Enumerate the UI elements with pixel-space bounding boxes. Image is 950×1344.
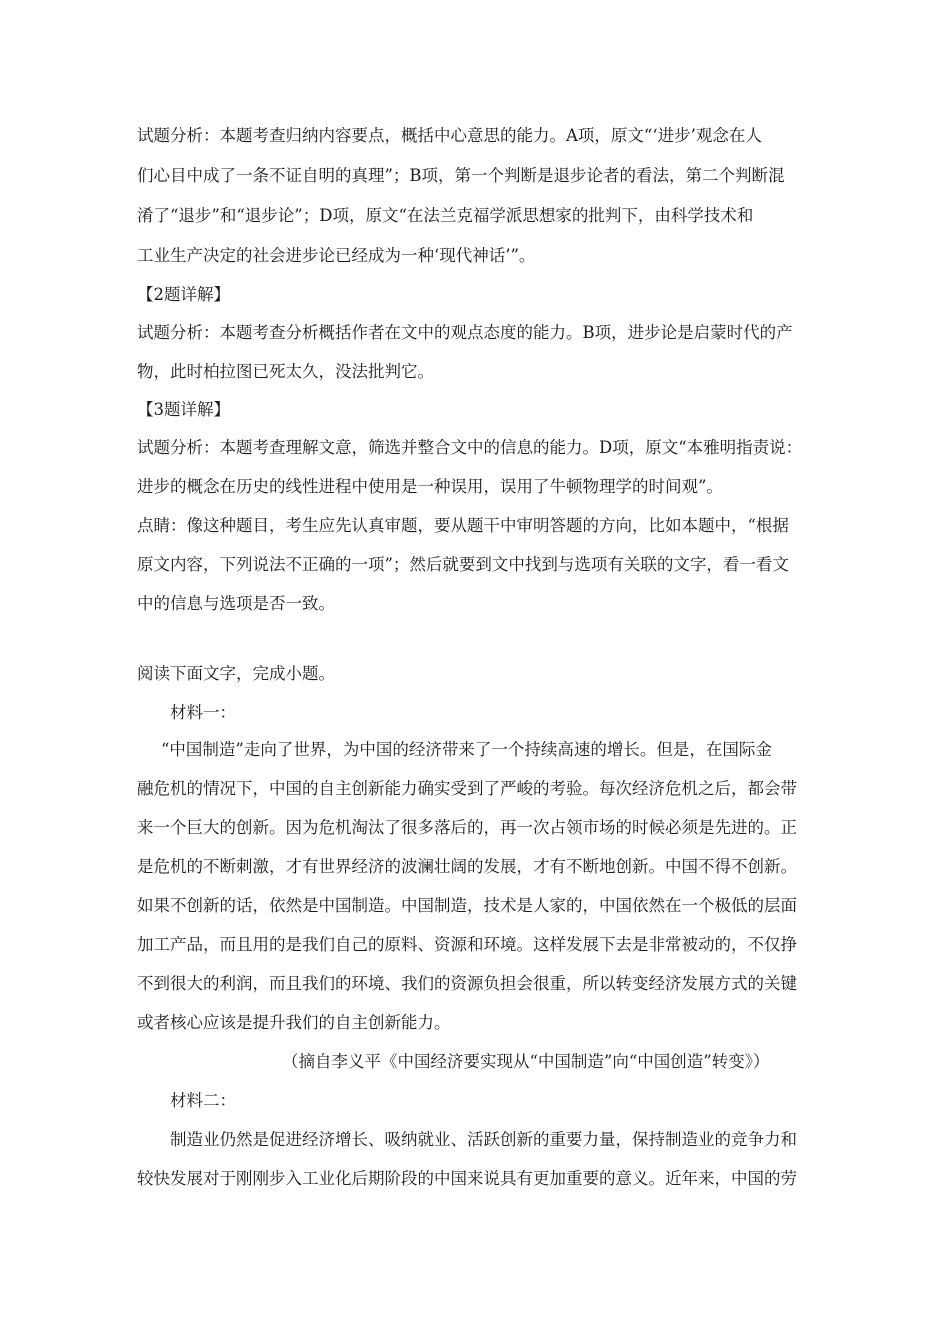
text-line: 制造业仍然是促进经济增长、吸纳就业、活跃创新的重要力量，保持制造业的竞争力和 (170, 1130, 797, 1149)
text-line: 是危机的不断刺激，才有世界经济的波澜壮阔的发展，才有不断地创新。中国不得不创新。 (137, 857, 797, 876)
text-line: 中的信息与选项是否一致。 (137, 594, 335, 613)
text-line: 试题分析：本题考查分析概括作者在文中的观点态度的能力。B项，进步论是启蒙时代的产 (137, 323, 793, 342)
source-citation: （摘自李义平《中国经济要实现从“中国制造”向“中国创造”转变》） (282, 1052, 770, 1071)
text-line: 物，此时柏拉图已死太久，没法批判它。 (137, 362, 434, 381)
text-line: 们心目中成了一条不证自明的真理”；B项，第一个判断是退步论者的看法，第二个判断混 (137, 166, 785, 185)
text-line: 融危机的情况下，中国的自主创新能力确实受到了严峻的考验。每次经济危机之后，都会带 (137, 779, 797, 798)
section-heading: 【2题详解】 (137, 285, 230, 304)
text-line: 较快发展对于刚刚步入工业化后期阶段的中国来说具有更加重要的意义。近年来，中国的劳 (137, 1169, 797, 1188)
text-line: 来一个巨大的创新。因为危机淘汰了很多落后的，再一次占领市场的时候必须是先进的。正 (137, 818, 797, 837)
instruction-line: 阅读下面文字，完成小题。 (137, 664, 335, 683)
text-line: “中国制造”走向了世界，为中国的经济带来了一个持续高速的增长。但是，在国际金 (161, 740, 772, 759)
text-line: 进步的概念在历史的线性进程中使用是一种误用，误用了牛顿物理学的时间观”。 (137, 477, 723, 496)
text-line: 或者核心应该是提升我们的自主创新能力。 (137, 1013, 451, 1032)
text-line: 原文内容，下列说法不正确的一项”；然后就要到文中找到与选项有关联的文字，看一看文 (137, 555, 789, 574)
section-heading: 【3题详解】 (137, 400, 230, 419)
text-line: 如果不创新的话，依然是中国制造。中国制造，技术是人家的，中国依然在一个极低的层面 (137, 896, 797, 915)
material-label: 材料一： (170, 703, 236, 722)
text-line: 试题分析：本题考查归纳内容要点，概括中心意思的能力。A项，原文“‘进步’观念在人 (137, 126, 762, 145)
text-line: 加工产品，而且用的是我们自己的原料、资源和环境。这样发展下去是非常被动的，不仅挣 (137, 935, 797, 954)
text-line: 工业生产决定的社会进步论已经成为一种‘现代神话’”。 (137, 246, 536, 265)
material-label: 材料二： (170, 1091, 236, 1110)
text-line: 点睛：像这种题目，考生应先认真审题，要从题干中审明答题的方向，比如本题中，“根据 (137, 516, 789, 535)
text-line: 不到很大的利润，而且我们的环境、我们的资源负担会很重，所以转变经济发展方式的关键 (137, 974, 797, 993)
text-line: 试题分析：本题考查理解文意，筛选并整合文中的信息的能力。D项，原文“本雅明指责说： (137, 438, 803, 457)
text-line: 淆了“退步”和“退步论”；D项，原文“在法兰克福学派思想家的批判下，由科学技术和 (137, 206, 754, 225)
